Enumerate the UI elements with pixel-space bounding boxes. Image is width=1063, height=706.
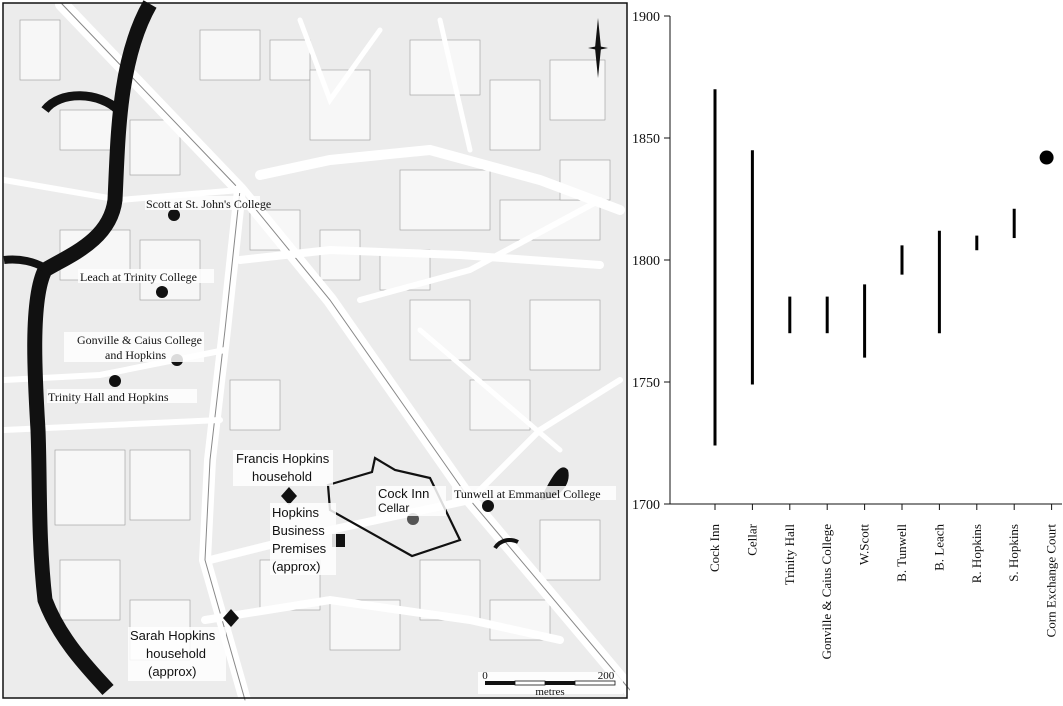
trinity-hall-marker [109,375,121,387]
francis-label-line1: Francis Hopkins [236,451,330,466]
leach-label: Leach at Trinity College [80,270,197,284]
x-tick-label: Cock Inn [707,524,722,573]
gonville-label-line1: Gonville & Caius College [77,333,202,347]
date-range-chart [630,0,1063,701]
x-tick-label: R. Hopkins [968,524,984,584]
y-ticks [632,10,670,513]
leach-marker [156,286,168,298]
y-tick-label: 1800 [632,254,660,269]
data-point [1040,151,1054,165]
business-label-line3: Premises [272,541,327,556]
x-tick-label: B. Leach [931,524,947,571]
x-tick-label: Gonville & Caius College [819,524,835,660]
business-label-line1: Hopkins [272,505,319,520]
scale-unit-label: metres [535,686,565,698]
cock-inn-label-line2: Cellar [378,501,410,515]
x-tick-label: W.Scott [856,524,872,566]
chart-panel [630,0,1063,701]
x-tick-label: B. Tunwell [894,524,909,582]
scott-label: Scott at St. John's College [146,197,272,211]
trinity-hall-label: Trinity Hall and Hopkins [48,390,169,404]
sarah-label-line1: Sarah Hopkins [130,628,216,643]
cock-inn-label-line1: Cock Inn [378,486,430,501]
tunwell-label: Tunwell at Emmanuel College [454,487,601,501]
business-label-line2: Business [272,523,325,538]
business-label-line4: (approx) [272,559,321,574]
scale-end-label: 200 [597,670,615,682]
sarah-label-line3: (approx) [148,664,197,679]
tunwell-marker [482,500,494,512]
gonville-label-line2: and Hopkins [105,348,166,362]
x-ticks [707,504,1059,659]
y-tick-label: 1750 [632,376,660,391]
x-tick-label: S. Hopkins [1006,524,1022,582]
y-tick-label: 1900 [632,10,660,25]
chart-marks [715,89,1054,445]
scale-start-label: 0 [482,670,488,682]
x-tick-label: Trinity Hall [781,524,797,586]
x-tick-label: Cellar [744,524,760,556]
scale-bar [478,670,623,698]
y-tick-label: 1850 [632,132,660,147]
sarah-label-line2: household [146,646,206,661]
francis-label-line2: household [252,469,312,484]
x-tick-label: Corn Exchange Court [1043,524,1059,638]
y-tick-label: 1700 [632,498,660,513]
